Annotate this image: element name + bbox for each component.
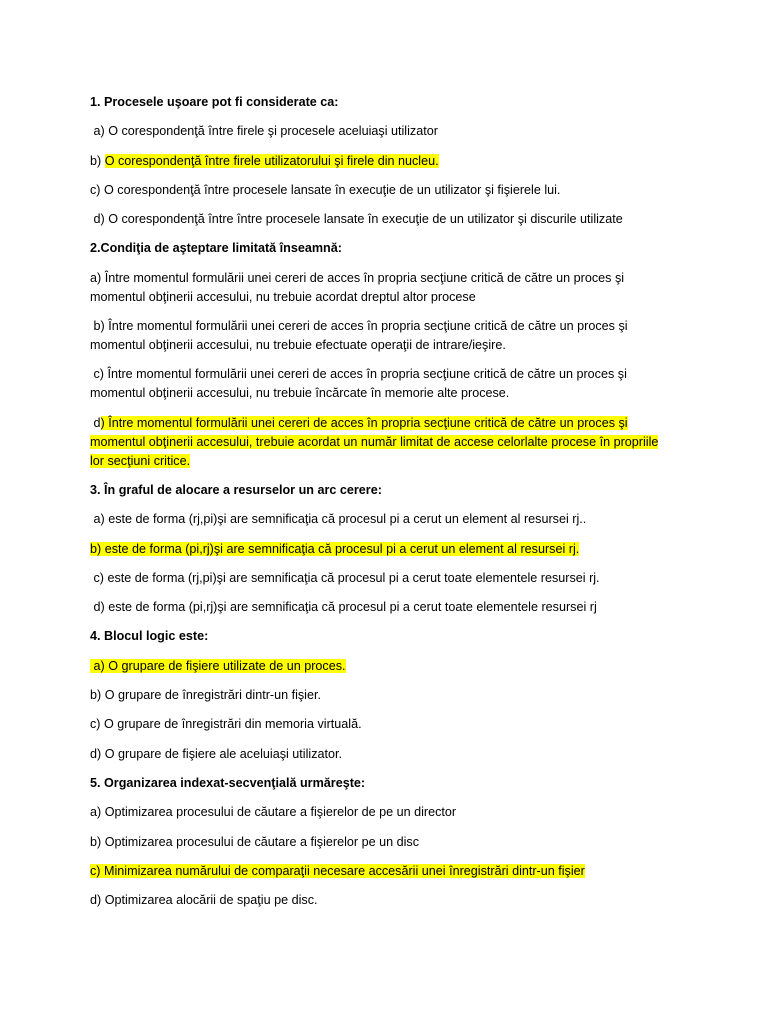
- option-line: momentul obţinerii accesului, nu trebuie încărcate în memorie alte procese.: [90, 386, 510, 401]
- option-line: momentul obţinerii accesului, nu trebuie acordat dreptul altor procese: [90, 289, 476, 304]
- question-2-option-a: [90, 269, 728, 307]
- question-4-title: 4. Blocul logic este:: [90, 629, 209, 644]
- highlighted-answer: b) este de forma (pi,rj)şi are semnificaţia că procesul pi a cerut un element al resursei rj.: [90, 541, 580, 556]
- question-4-option-c: c) O grupare de înregistrări din memoria virtuală.: [90, 717, 362, 732]
- question-1-option-b: [90, 152, 728, 171]
- question-3-option-d: d) este de forma (pi,rj)şi are semnificaţia că procesul pi a cerut toate elementele resursei rj: [90, 600, 597, 615]
- option-line: a) Între momentul formulării unei cereri de acces în propria secţiune critică de către un proces şi: [90, 270, 625, 285]
- question-3-title: 3. În graful de alocare a resurselor un arc cerere:: [90, 482, 382, 497]
- question-3-option-b: [90, 540, 728, 559]
- question-1-option-c: c) O corespondenţă între procesele lansate în execuţie de un utilizator şi fişierele lui.: [90, 182, 561, 197]
- highlighted-answer: a) O grupare de fişiere utilizate de un proces.: [93, 658, 346, 673]
- question-1-title: 1. Procesele uşoare pot fi considerate ca:: [90, 95, 339, 109]
- question-5-option-a: a) Optimizarea procesului de căutare a fişierelor de pe un director: [90, 805, 457, 820]
- option-line: c) Între momentul formulării unei cereri de acces în propria secţiune critică de către un proces şi: [90, 367, 627, 382]
- option-line: momentul obţinerii accesului, nu trebuie efectuate operaţii de intrare/ieşire.: [90, 338, 506, 353]
- option-prefix: b): [90, 153, 105, 168]
- question-1-option-a: a) O corespondenţă între firele şi procesele aceluiaşi utilizator: [90, 124, 438, 139]
- question-2-option-d: [90, 414, 728, 471]
- question-4-option-a: [90, 657, 728, 676]
- highlighted-answer-prefix: [90, 659, 94, 673]
- question-5-title: 5. Organizarea indexat-secvenţială urmăreşte:: [90, 775, 366, 790]
- question-2-title: 2.Condiţia de aşteptare limitată înseamnă:: [90, 241, 342, 256]
- highlighted-answer: c) Minimizarea numărului de comparaţii necesare accesării unei înregistrări dintr-un fişier: [90, 863, 585, 878]
- question-5-option-c: [90, 862, 728, 881]
- option-line: b) Între momentul formulării unei cereri de acces în propria secţiune critică de către un proces şi: [90, 319, 628, 334]
- question-4-option-d: d) O grupare de fişiere ale aceluiaşi utilizator.: [90, 746, 343, 761]
- highlighted-answer: lor secţiuni critice.: [90, 453, 191, 468]
- highlighted-answer: O corespondenţă între firele utilizatorului şi firele din nucleu.: [104, 153, 439, 168]
- question-3-option-c: c) este de forma (rj,pi)şi are semnificaţia că procesul pi a cerut toate elementele resursei rj.: [90, 570, 600, 585]
- question-4-option-b: b) O grupare de înregistrări dintr-un fişier.: [90, 688, 321, 703]
- question-2-option-b: [90, 317, 728, 355]
- highlighted-answer: ) Între momentul formulării unei cereri de acces în propria secţiune critică de către un proces şi: [100, 415, 628, 430]
- question-5-option-d: d) Optimizarea alocării de spaţiu pe disc.: [90, 893, 318, 908]
- highlighted-answer: momentul obţinerii accesului, trebuie acordat un număr limitat de accese celorlalte procese în propriile: [90, 434, 659, 449]
- question-1-option-d: d) O corespondenţă între între procesele lansate în execuţie de un utilizator şi discurile utilizate: [90, 212, 623, 227]
- question-5-option-b: b) Optimizarea procesului de căutare a fişierelor pe un disc: [90, 834, 419, 849]
- question-3-option-a: a) este de forma (rj,pi)şi are semnificaţia că procesul pi a cerut un element al resursei rj..: [90, 512, 587, 527]
- option-prefix: d: [90, 415, 101, 430]
- question-2-option-c: [90, 365, 728, 403]
